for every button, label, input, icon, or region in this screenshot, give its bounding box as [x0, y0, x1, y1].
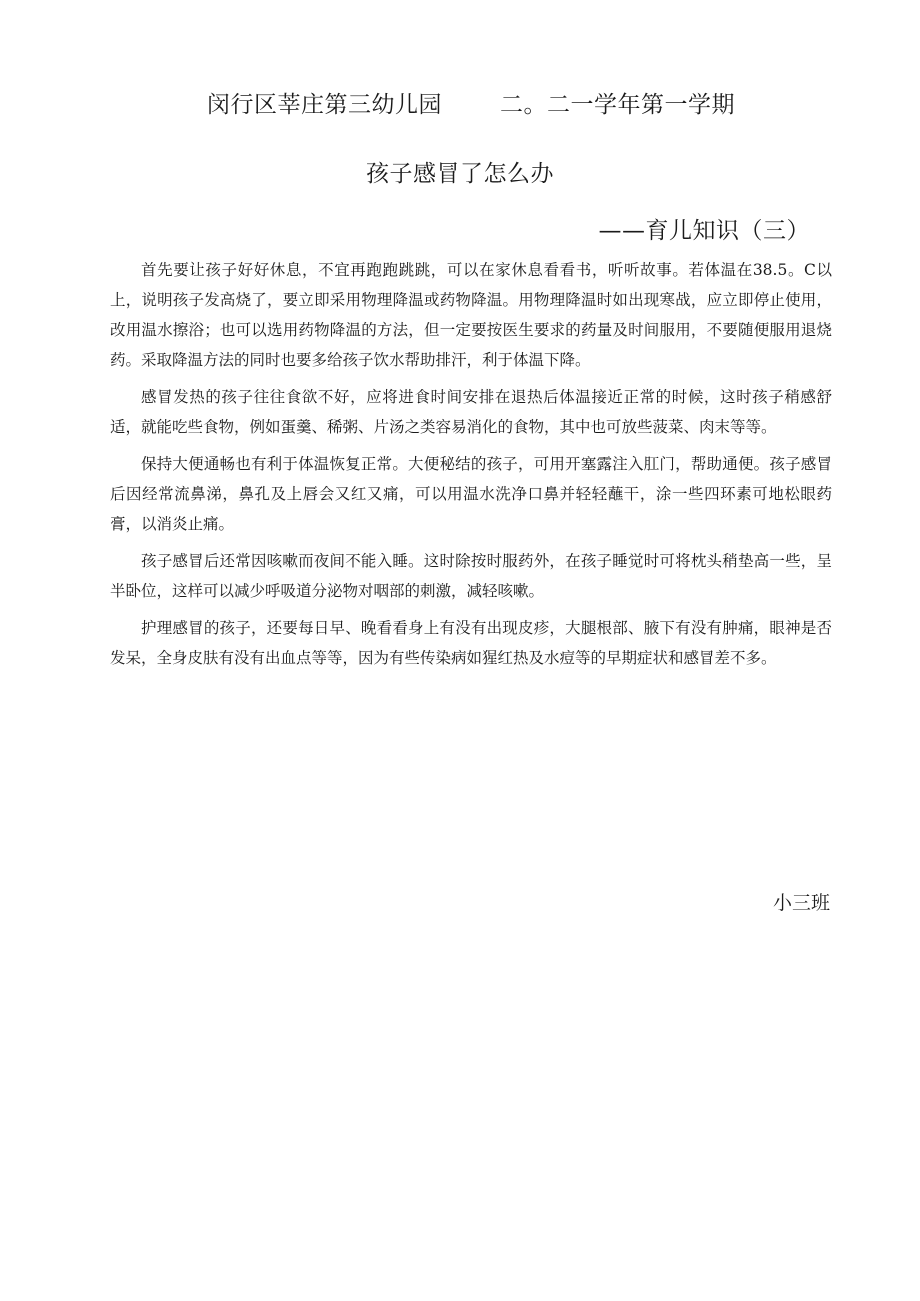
- paragraph: 首先要让孩子好好休息，不宜再跑跑跳跳，可以在家休息看看书，听听故事。若体温在38.5。C以上，说明孩子发高烧了，要立即采用物理降温或药物降温。用物理降温时如出现寒战，应立即停止使用，改用温水擦浴；也可以选用药物降温的方法，但一定要按医生要求的药量及时间服用，不要随便服用退烧药。采取降温方法的同时也要多给孩子饮水帮助排汗，利于体温下降。: [110, 261, 832, 369]
- paragraph: 护理感冒的孩子，还要每日早、晚看看身上有没有出现皮疹，大腿根部、腋下有没有肿痛，眼神是否发呆，全身皮肤有没有出血点等等，因为有些传染病如猩红热及水痘等的早期症状和感冒差不多。: [110, 619, 832, 667]
- page-title: 孩子感冒了怎么办: [366, 161, 554, 187]
- signature: 小三班: [772, 892, 830, 914]
- page-subtitle: ——育儿知识（三）: [598, 218, 810, 244]
- article-body: [110, 255, 832, 680]
- paragraph: 孩子感冒后还常因咳嗽而夜间不能入睡。这时除按时服药外，在孩子睡觉时可将枕头稍垫高一些，呈半卧位，这样可以减少呼吸道分泌物对咽部的刺激，减轻咳嗽。: [110, 552, 832, 600]
- school-name: 闵行区莘庄第三幼儿园: [207, 92, 442, 118]
- paragraph: 保持大便通畅也有利于体温恢复正常。大便秘结的孩子，可用开塞露注入肛门，帮助通便。孩子感冒后因经常流鼻涕，鼻孔及上唇会又红又痛，可以用温水洗净口鼻并轻轻蘸干，涂一些四环素可地松眼药膏，以消炎止痛。: [110, 455, 832, 533]
- document-header: [0, 86, 920, 120]
- paragraph: 感冒发热的孩子往往食欲不好，应将进食时间安排在退热后体温接近正常的时候，这时孩子稍感舒适，就能吃些食物，例如蛋羹、稀粥、片汤之类容易消化的食物，其中也可放些菠菜、肉末等等。: [110, 388, 832, 436]
- school-term: 二。二一学年第一学期: [500, 92, 735, 118]
